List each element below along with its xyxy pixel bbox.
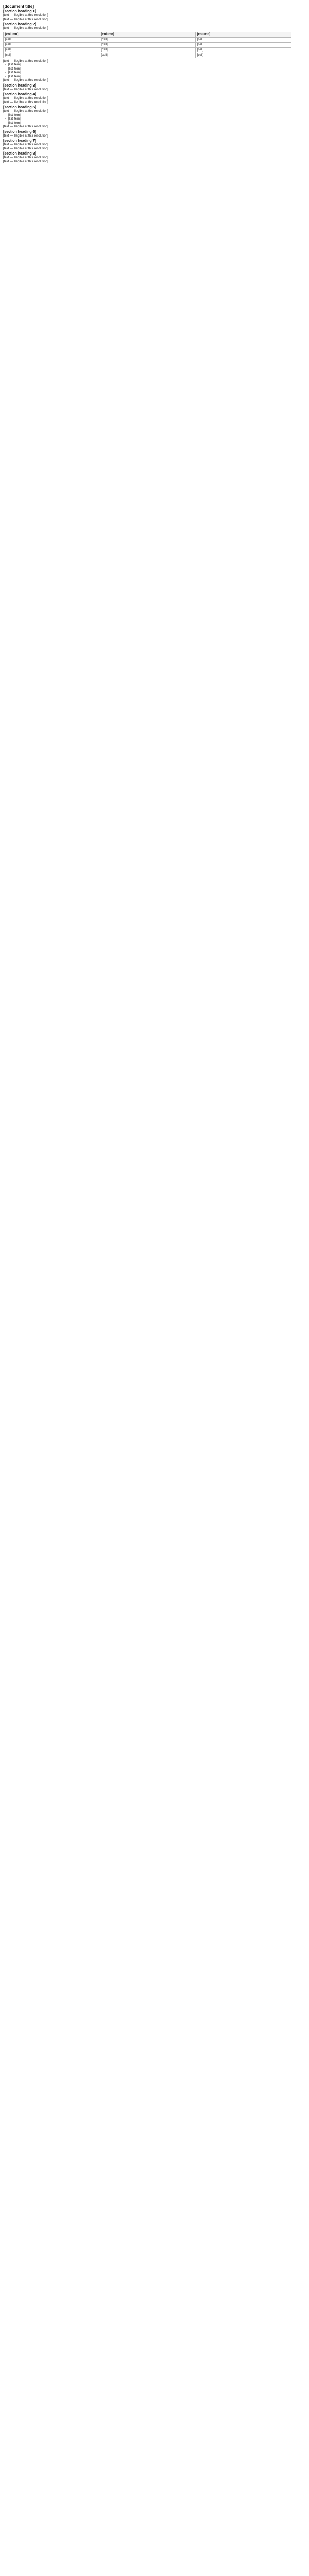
data-table xyxy=(3,32,291,58)
section-8 xyxy=(3,152,305,164)
section-heading: [section heading 4] xyxy=(3,93,36,96)
section-4 xyxy=(3,93,305,105)
paragraph: [text — illegible at this resolution] xyxy=(3,18,48,21)
list-item: - [list item] xyxy=(8,114,305,118)
document-title: [document title] xyxy=(3,4,34,9)
section-7 xyxy=(3,139,305,151)
list-item: - [list item] xyxy=(8,75,305,79)
table-row xyxy=(4,47,291,53)
paragraph: [text — illegible at this resolution] xyxy=(3,27,48,30)
table-cell: [cell] xyxy=(99,37,195,42)
bullet-list xyxy=(3,63,305,79)
table-row xyxy=(4,53,291,58)
paragraph: [text — illegible at this resolution] xyxy=(3,125,48,128)
list-item: - [list item] xyxy=(8,117,305,122)
table-cell: [cell] xyxy=(4,53,99,58)
list-item: - [list item] xyxy=(8,67,305,72)
section-heading: [section heading 5] xyxy=(3,106,36,109)
paragraph: [text — illegible at this resolution] xyxy=(3,156,48,159)
section-heading: [section heading 3] xyxy=(3,83,36,88)
section-2 xyxy=(3,23,305,83)
paragraph: [text — illegible at this resolution] xyxy=(3,88,48,91)
paragraph: [text — illegible at this resolution] xyxy=(3,14,48,17)
section-1 xyxy=(3,10,305,22)
table-cell: [cell] xyxy=(99,42,195,47)
paragraph: [text — illegible at this resolution] xyxy=(3,79,48,82)
paragraph: [text — illegible at this resolution] xyxy=(3,147,48,150)
table-row xyxy=(4,37,291,42)
section-3 xyxy=(3,84,305,92)
table-cell: [cell] xyxy=(195,37,291,42)
section-heading: [section heading 1] xyxy=(3,10,36,13)
table-header-cell: [column] xyxy=(99,32,195,37)
table-cell: [cell] xyxy=(99,47,195,53)
section-6 xyxy=(3,130,305,139)
table-header-row xyxy=(4,32,291,37)
paragraph: [text — illegible at this resolution] xyxy=(3,143,48,146)
table-row xyxy=(4,42,291,47)
section-5 xyxy=(3,106,305,129)
paragraph: [text — illegible at this resolution] xyxy=(3,97,48,100)
table-header-cell: [column] xyxy=(4,32,99,37)
table-cell: [cell] xyxy=(4,42,99,47)
table-cell: [cell] xyxy=(4,47,99,53)
section-heading: [section heading 6] xyxy=(3,130,36,134)
table-header-cell: [column] xyxy=(195,32,291,37)
table-cell: [cell] xyxy=(195,42,291,47)
list-item: - [list item] xyxy=(8,71,305,75)
section-heading: [section heading 7] xyxy=(3,139,36,143)
list-item: - [list item] xyxy=(8,122,305,126)
table-cell: [cell] xyxy=(4,37,99,42)
table-cell: [cell] xyxy=(195,47,291,53)
paragraph: [text — illegible at this resolution] xyxy=(3,160,48,163)
section-heading: [section heading 8] xyxy=(3,152,36,156)
paragraph: [text — illegible at this resolution] xyxy=(3,110,48,113)
section-heading: [section heading 2] xyxy=(3,23,36,26)
table-cell: [cell] xyxy=(195,53,291,58)
bullet-list xyxy=(3,114,305,126)
table-cell: [cell] xyxy=(99,53,195,58)
list-item: - [list item] xyxy=(8,63,305,67)
paragraph: [text — illegible at this resolution] xyxy=(3,134,48,138)
paragraph: [text — illegible at this resolution] xyxy=(3,59,48,63)
paragraph: [text — illegible at this resolution] xyxy=(3,100,48,104)
